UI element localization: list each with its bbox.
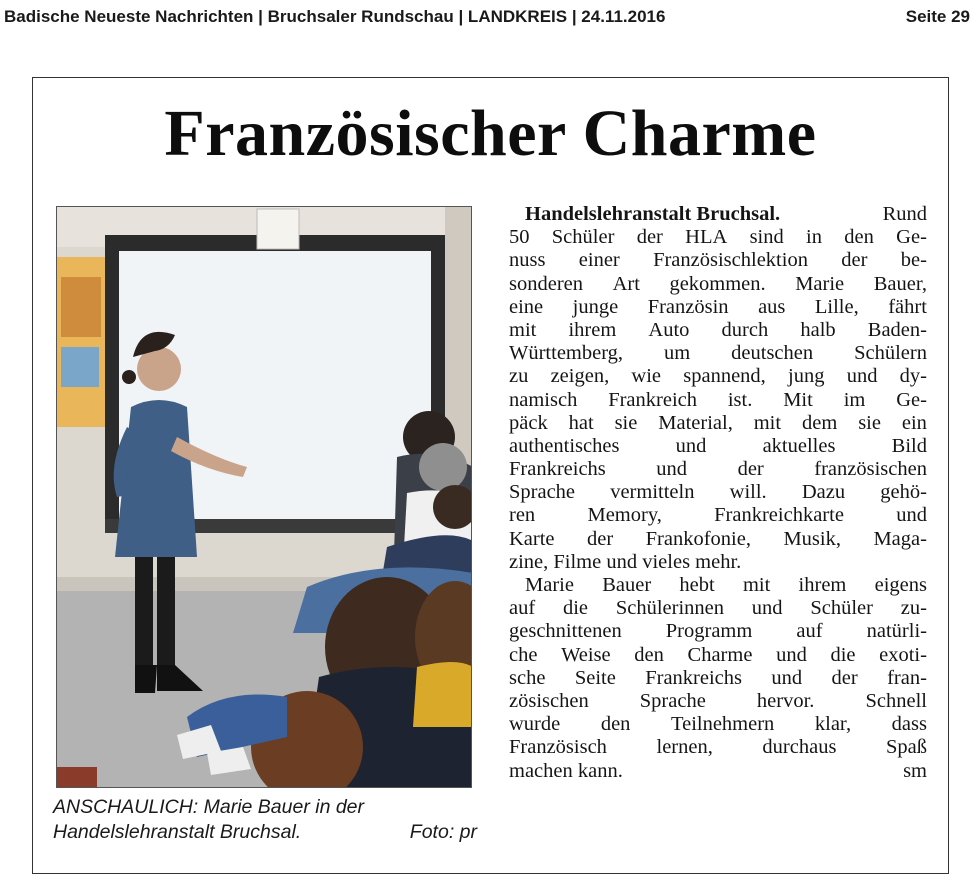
article-word: dy- (899, 365, 927, 388)
article-line (509, 551, 927, 574)
article-word: Memory, (587, 504, 662, 527)
article-word: sonderen (509, 272, 584, 295)
article-word: der (587, 527, 614, 550)
article-word: Frankreich (608, 388, 697, 411)
article-line (509, 760, 927, 783)
article-line (509, 203, 927, 226)
article-word: Charme (687, 643, 753, 666)
article-dateline: Handelslehranstalt Bruchsal. (525, 203, 781, 225)
article-word: der (737, 458, 764, 481)
article-word: und (896, 504, 927, 527)
article-word: be- (900, 249, 927, 272)
article-body (509, 203, 927, 783)
article-word: und (751, 597, 783, 620)
article-word: mit (753, 411, 782, 434)
article-word: gekommen. (669, 272, 766, 295)
article-word: Spaß (886, 736, 927, 759)
article-word: Schüler (551, 226, 615, 249)
article-word: der (636, 226, 663, 249)
article-word: exoti- (879, 643, 927, 666)
publication-line: Badische Neueste Nachrichten | Bruchsaler Rundschau | LANDKREIS | 24.11.2016 (4, 7, 666, 26)
article-word: in (806, 226, 822, 249)
article-word: Schnell (865, 689, 927, 712)
article-word: lernen, (656, 736, 713, 759)
article-word: geschnittenen (509, 620, 622, 643)
article-word: durchaus (762, 736, 837, 759)
article-word: päck (509, 411, 548, 434)
article-word: Weise (561, 643, 611, 666)
article-word: namisch (509, 388, 578, 411)
article-line (509, 296, 927, 319)
article-word: Frankreichs (509, 458, 606, 481)
article-word: sie (858, 411, 881, 434)
article-word: sie (614, 411, 638, 434)
article-word: mit (742, 574, 771, 596)
article-word: den (634, 643, 664, 666)
article-word: die (830, 643, 856, 666)
article-word: Baden- (867, 318, 927, 341)
article-word: HLA (685, 226, 728, 249)
article-word: Art (612, 272, 640, 295)
caption-text: ANSCHAULICH: Marie Bauer in der (53, 796, 365, 818)
article-word: Sprache (639, 689, 706, 712)
article-word: junge (572, 295, 619, 318)
article-word: vermitteln (610, 481, 695, 504)
article-line (509, 249, 927, 272)
article-word: Schülerinnen (615, 597, 724, 620)
article-word: Dazu (801, 481, 846, 504)
article-word: Maga- (873, 527, 927, 550)
article-line-text: zine, Filme und vieles mehr. (509, 550, 742, 573)
article-word: der (831, 666, 858, 689)
article-line (509, 458, 927, 481)
article-word: und (675, 434, 707, 457)
article-word: Seite (574, 666, 616, 689)
article-word: einer (578, 249, 620, 272)
article-word: auf (509, 597, 536, 620)
caption-text: Handelslehranstalt Bruchsal. (53, 821, 302, 843)
article-word: Schüler (810, 597, 873, 620)
article-word: dass (891, 713, 927, 736)
article-word: Französin (647, 295, 729, 318)
article-word: die (562, 597, 589, 620)
article-word: Ge- (896, 226, 927, 249)
article-line (509, 226, 927, 249)
article-word: Bauer (602, 574, 652, 596)
article-word: der (841, 249, 868, 272)
article-word: im (843, 388, 866, 411)
article-word: ren (509, 504, 536, 527)
article-word: hebt (679, 574, 715, 596)
article-word: und (846, 365, 878, 388)
article-word: aktuelles (762, 434, 836, 457)
article-word: sind (749, 226, 784, 249)
article-word: 50 (509, 226, 530, 249)
article-word: Ge- (896, 388, 927, 411)
article-line (509, 342, 927, 365)
article-word: zeigen, (550, 365, 610, 388)
page-number: Seite 29 (905, 7, 970, 26)
article-word: Mit (783, 388, 813, 411)
article-word: den (600, 713, 631, 736)
article-word: eigens (874, 574, 927, 596)
article-word: Französischlektion (653, 249, 808, 272)
article-word: und (656, 458, 688, 481)
article-word: Frankreichs (645, 666, 742, 689)
article-word: französischen (814, 458, 927, 481)
article-word: zu- (900, 597, 927, 620)
article-word: mit (509, 318, 537, 341)
article-word: Teilnehmern (671, 713, 775, 736)
article-word: Bild (891, 434, 927, 457)
article-word: wurde (509, 713, 561, 736)
article-word: Programm (665, 620, 753, 643)
caption-line-1 (53, 795, 477, 820)
article-word: Schülern (854, 342, 927, 365)
article-word: authentisches (509, 434, 620, 457)
article-word: Karte (509, 527, 555, 550)
article-word: Material, (658, 411, 733, 434)
article-line (509, 319, 927, 342)
article-word: fran- (887, 666, 927, 689)
article-word: hat (568, 411, 594, 434)
article-line (509, 481, 927, 504)
article-line (509, 644, 927, 667)
article-line (509, 273, 927, 296)
article-line (509, 574, 927, 597)
article-word: ein (901, 411, 927, 434)
article-line (509, 736, 927, 759)
article-line (509, 597, 927, 620)
article-word: durch (721, 318, 769, 341)
article-word: will. (729, 481, 767, 504)
article-word: und (771, 666, 803, 689)
article-word: che (509, 643, 538, 666)
article-word: zu (509, 365, 529, 388)
article-word: jung (788, 365, 825, 388)
article-word: klar, (814, 713, 852, 736)
article-word: wie (631, 365, 662, 388)
article-word: auf (796, 620, 823, 643)
article-word: Lille, (814, 295, 859, 318)
article-word: Musik, (783, 527, 841, 550)
article-word: dem (801, 411, 838, 434)
article-frame (32, 77, 949, 874)
article-word: um (664, 342, 691, 365)
article-word: den (844, 226, 874, 249)
article-line-text: Rund (882, 203, 927, 225)
photo-caption (53, 795, 477, 845)
article-line (509, 435, 927, 458)
article-word: nuss (509, 249, 546, 272)
article-word: natürli- (866, 620, 927, 643)
article-line-text: machen kann. (509, 759, 623, 782)
headline: Französischer Charme (164, 97, 817, 170)
article-word: Französisch (509, 736, 607, 759)
article-word: deutschen (731, 342, 814, 365)
article-word: spannend, (683, 365, 766, 388)
article-word: aus (758, 295, 786, 318)
article-word: hervor. (756, 689, 815, 712)
author-signature: sm (903, 759, 927, 782)
article-word: Marie (525, 574, 574, 596)
caption-line-2 (53, 820, 477, 845)
photo-credit: Foto: pr (409, 821, 477, 843)
page-header (4, 4, 970, 30)
classroom-photo-icon (57, 207, 472, 788)
article-line (509, 412, 927, 435)
article-word: Auto (648, 318, 690, 341)
article-word: ihrem (568, 318, 617, 341)
article-word: Marie (795, 272, 845, 295)
article-word: fährt (888, 295, 927, 318)
article-photo (56, 206, 472, 788)
article-word: Frankreichkarte (714, 504, 844, 527)
article-word: und (776, 643, 807, 666)
article-line (509, 667, 927, 690)
article-line (509, 690, 927, 713)
article-word: Sprache (509, 481, 576, 504)
article-word: ist. (727, 388, 753, 411)
article-word: gehö- (880, 481, 927, 504)
article-line (509, 713, 927, 736)
article-word: ihrem (798, 574, 847, 596)
article-line (509, 365, 927, 388)
article-line (509, 528, 927, 551)
article-line (509, 620, 927, 643)
article-word: Württemberg, (509, 342, 624, 365)
article-word: zösischen (509, 689, 589, 712)
article-line (509, 389, 927, 412)
article-word: halb (800, 318, 836, 341)
article-line (509, 504, 927, 527)
article-word: sche (509, 666, 546, 689)
article-word: Bauer, (873, 272, 927, 295)
article-word: Frankofonie, (645, 527, 751, 550)
article-word: eine (509, 295, 544, 318)
